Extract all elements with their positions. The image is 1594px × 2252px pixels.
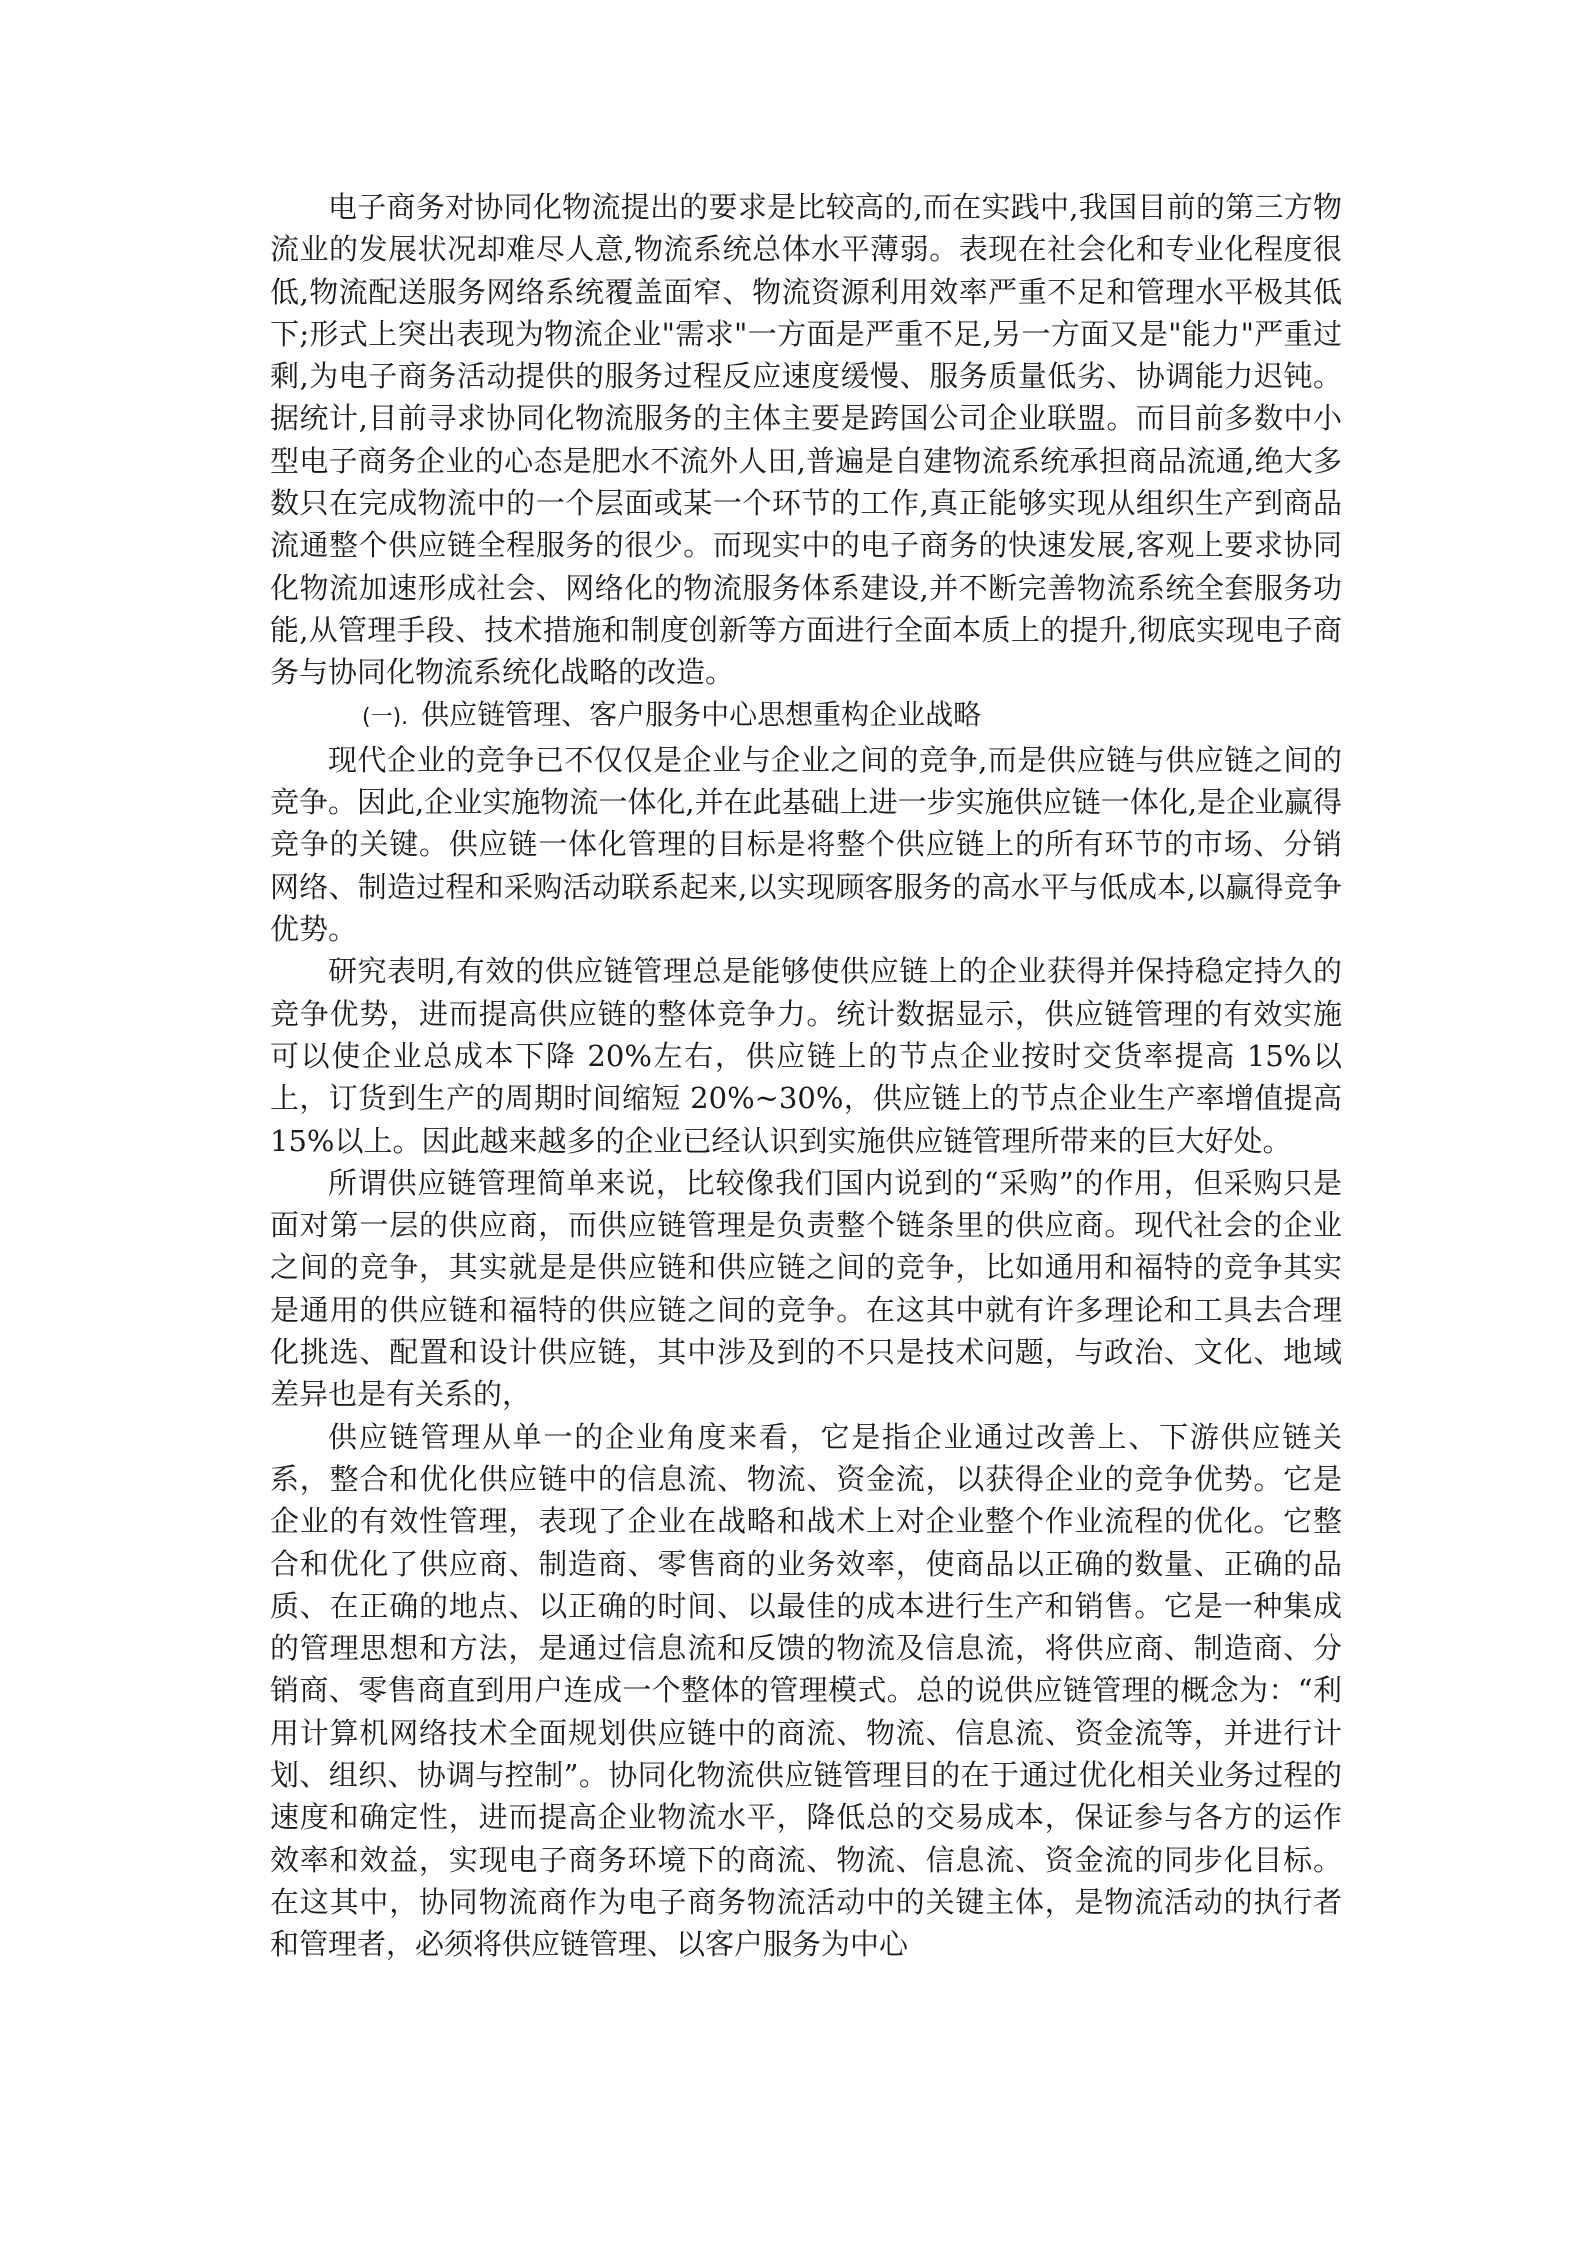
paragraph-research: 研究表明,有效的供应链管理总是能够使供应链上的企业获得并保持稳定持久的竞争优势，进而提高供应链的整体竞争力。统计数据显示，供应链管理的有效实施可以使企业总成本下降 20%左右，供应链上的节点企业按时交货率提高 15%以上，订货到生产的周期时间缩短 20%~30%，供应链上的节点企业生产率增值提高 15%以上。因此越来越多的企业已经认识到实施供应链管理所带来的巨大好处。: [270, 954, 1342, 1158]
section-number: (一).: [362, 704, 409, 730]
section-heading: [270, 694, 1342, 739]
paragraph-definition: 所谓供应链管理简单来说，比较像我们国内说到的“采购”的作用，但采购只是面对第一层的供应商，而供应链管理是负责整个链条里的供应商。现代社会的企业之间的竞争，其实就是是供应链和供应链之间的竞争，比如通用和福特的竞争其实是通用的供应链和福特的供应链之间的竞争。在这其中就有许多理论和工具去合理化挑选、配置和设计供应链，其中涉及到的不只是技术问题，与政治、文化、地域差异也是有关系的，: [270, 1165, 1342, 1412]
section-title: 供应链管理、客户服务中心思想重构企业战略: [421, 697, 982, 731]
paragraph-scm-detail: 供应链管理从单一的企业角度来看，它是指企业通过改善上、下游供应链关系，整合和优化供应链中的信息流、物流、资金流，以获得企业的竞争优势。它是企业的有效性管理，表现了企业在战略和战术上对企业整个作业流程的优化。它整合和优化了供应商、制造商、零售商的业务效率，使商品以正确的数量、正确的品质、在正确的地点、以正确的时间、以最佳的成本进行生产和销售。它是一种集成的管理思想和方法，是通过信息流和反馈的物流及信息流，将供应商、制造商、分销商、零售商直到用户连成一个整体的管理模式。总的说供应链管理的概念为：“利用计算机网络技术全面规划供应链中的商流、物流、信息流、资金流等，并进行计划、组织、协调与控制”。协同化物流供应链管理目的在于通过优化相关业务过程的速度和确定性，进而提高企业物流水平，降低总的交易成本，保证参与各方的运作效率和效益，实现电子商务环境下的商流、物流、信息流、资金流的同步化目标。在这其中，协同物流商作为电子商务物流活动中的关键主体，是物流活动的执行者和管理者，必须将供应链管理、以客户服务为中心: [270, 1419, 1342, 1962]
document-page: [270, 186, 1342, 1965]
paragraph-intro: 电子商务对协同化物流提出的要求是比较高的,而在实践中,我国目前的第三方物流业的发展状况却难尽人意,物流系统总体水平薄弱。表现在社会化和专业化程度很低,物流配送服务网络系统覆盖面窄、物流资源利用效率严重不足和管理水平极其低下;形式上突出表现为物流企业"需求"一方面是严重不足,另一方面又是"能力"严重过剩,为电子商务活动提供的服务过程反应速度缓慢、服务质量低劣、协调能力迟钝。据统计,目前寻求协同化物流服务的主体主要是跨国公司企业联盟。而目前多数中小型电子商务企业的心态是肥水不流外人田,普遍是自建物流系统承担商品流通,绝大多数只在完成物流中的一个层面或某一个环节的工作,真正能够实现从组织生产到商品流通整个供应链全程服务的很少。而现实中的电子商务的快速发展,客观上要求协同化物流加速形成社会、网络化的物流服务体系建设,并不断完善物流系统全套服务功能,从管理手段、技术措施和制度创新等方面进行全面本质上的提升,彻底实现电子商务与协同化物流系统化战略的改造。: [270, 190, 1342, 690]
paragraph-competition: 现代企业的竞争已不仅仅是企业与企业之间的竞争,而是供应链与供应链之间的竞争。因此,企业实施物流一体化,并在此基础上进一步实施供应链一体化,是企业赢得竞争的关键。供应链一体化管理的目标是将整个供应链上的所有环节的市场、分销网络、制造过程和采购活动联系起来,以实现顾客服务的高水平与低成本,以赢得竞争优势。: [270, 742, 1342, 947]
